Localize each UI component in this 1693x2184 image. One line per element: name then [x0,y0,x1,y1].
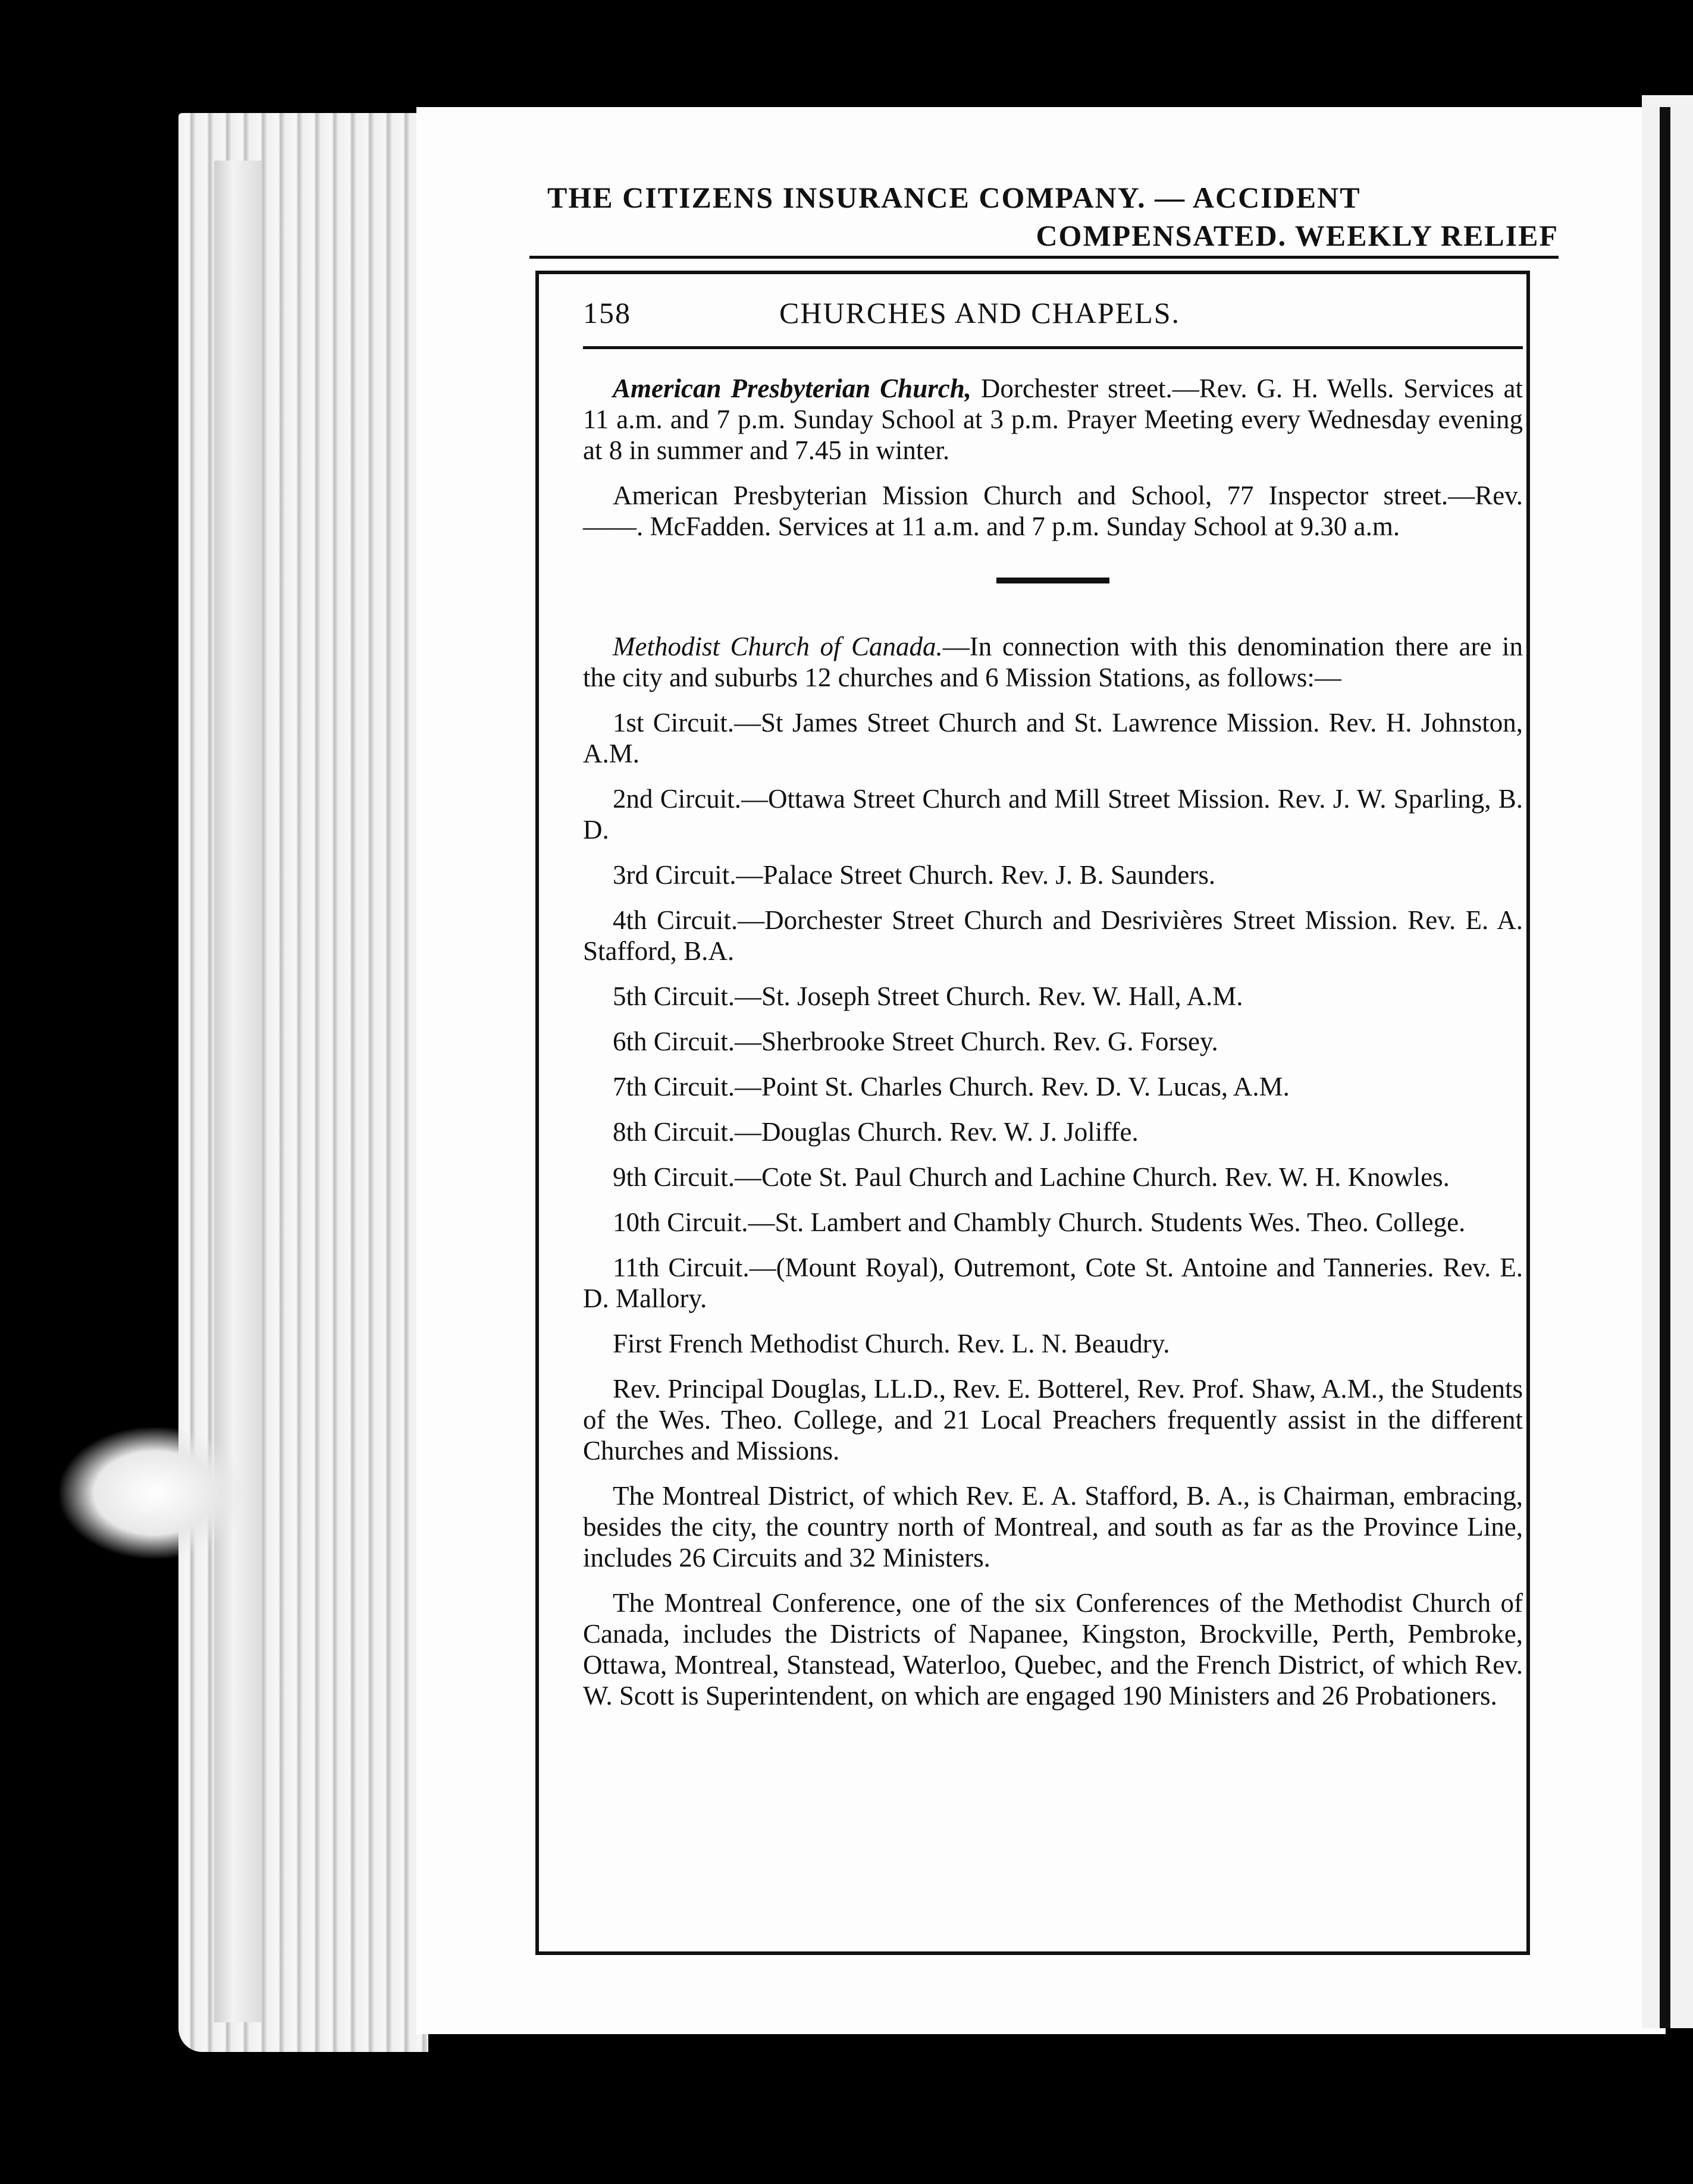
advertising-banner [535,178,1559,255]
circuit-entry: 4th Circuit.—Dorchester Street Church and Desrivières Street Mission. Rev. E. A. Stafford, B.A. [583,905,1523,966]
presbyterian-mission-entry: American Presbyterian Mission Church and School, 77 Inspector street.—Rev. ——. McFadden. Services at 11 a.m. and 7 p.m. Sunday School at 9.30 a.m. [583,481,1523,541]
methodist-intro-text: —In connection with this denomination there are in the city and suburbs 12 churches and 6 Mission Stations, as follows:— [583,632,1523,692]
assisting-ministers-paragraph: Rev. Principal Douglas, LL.D., Rev. E. Botterel, Rev. Prof. Shaw, A.M., the Students of the Wes. Theo. College, and 21 Local Preachers frequently assist in the different Churches and Missions. [583,1374,1523,1466]
circuit-entry: 9th Circuit.—Cote St. Paul Church and Lachine Church. Rev. W. H. Knowles. [613,1162,1450,1192]
page-header [583,297,1523,328]
methodist-church-name: Methodist Church of Canada. [613,632,943,661]
circuit-entry: 8th Circuit.—Douglas Church. Rev. W. J. Joliffe. [613,1117,1139,1147]
page-number: 158 [583,296,631,330]
french-methodist-entry: First French Methodist Church. Rev. L. N. Beaudry. [613,1329,1170,1358]
circuit-entry: 5th Circuit.—St. Joseph Street Church. Rev. W. Hall, A.M. [613,981,1243,1011]
circuit-entry: 7th Circuit.—Point St. Charles Church. Rev. D. V. Lucas, A.M. [613,1072,1290,1102]
lint-speck [59,1427,250,1558]
montreal-district-paragraph: The Montreal District, of which Rev. E. A. Stafford, B. A., is Chairman, embracing, besides the city, the country north of Montreal, and south as far as the Province Line, includes 26 Circuits and 32 Ministers. [583,1481,1523,1573]
circuit-entry: 1st Circuit.—St James Street Church and St. Lawrence Mission. Rev. H. Johnston, A.M. [583,708,1523,768]
page-title: CHURCHES AND CHAPELS. [779,296,1181,330]
circuit-entry: 11th Circuit.—(Mount Royal), Outremont, Cote St. Antoine and Tanneries. Rev. E. D. Mallory. [583,1253,1523,1313]
page-gutter [1660,107,1670,2028]
presbyterian-church-details: Dorchester street.—Rev. G. H. Wells. Services at 11 a.m. and 7 p.m. Sunday School at 3 p.m. Prayer Meeting every Wednesday evening at 8 in summer and 7.45 in winter. [583,374,1523,465]
circuit-entry: 3rd Circuit.—Palace Street Church. Rev. J. B. Saunders. [613,860,1216,890]
book-edge-strip [214,161,262,2022]
circuit-entry: 10th Circuit.—St. Lambert and Chambly Church. Students Wes. Theo. College. [613,1207,1466,1237]
banner-line-1: THE CITIZENS INSURANCE COMPANY. — ACCIDENT [547,181,1361,214]
banner-line-2: COMPENSATED. WEEKLY RELIEF [1036,219,1559,252]
methodist-intro [583,631,1523,693]
circuit-entry: 2nd Circuit.—Ottawa Street Church and Mill Street Mission. Rev. J. W. Sparling, B. D. [583,784,1523,845]
header-rule [583,346,1523,349]
montreal-conference-paragraph: The Montreal Conference, one of the six Conferences of the Methodist Church of Canada, includes the Districts of Napanee, Kingston, Brockville, Perth, Pembroke, Ottawa, Montreal, Stanstead, Waterloo, Quebec, and the French District, of which Rev. W. Scott is Superintendent, on which are engaged 190 Ministers and 26 Probationers. [583,1588,1523,1711]
page-content [583,297,1523,1725]
banner-rule [529,256,1559,259]
presbyterian-church-entry [583,373,1523,466]
section-separator [996,578,1109,583]
presbyterian-church-name: American Presbyterian Church, [613,374,971,403]
circuit-entry: 6th Circuit.—Sherbrooke Street Church. Rev. G. Forsey. [613,1027,1218,1056]
